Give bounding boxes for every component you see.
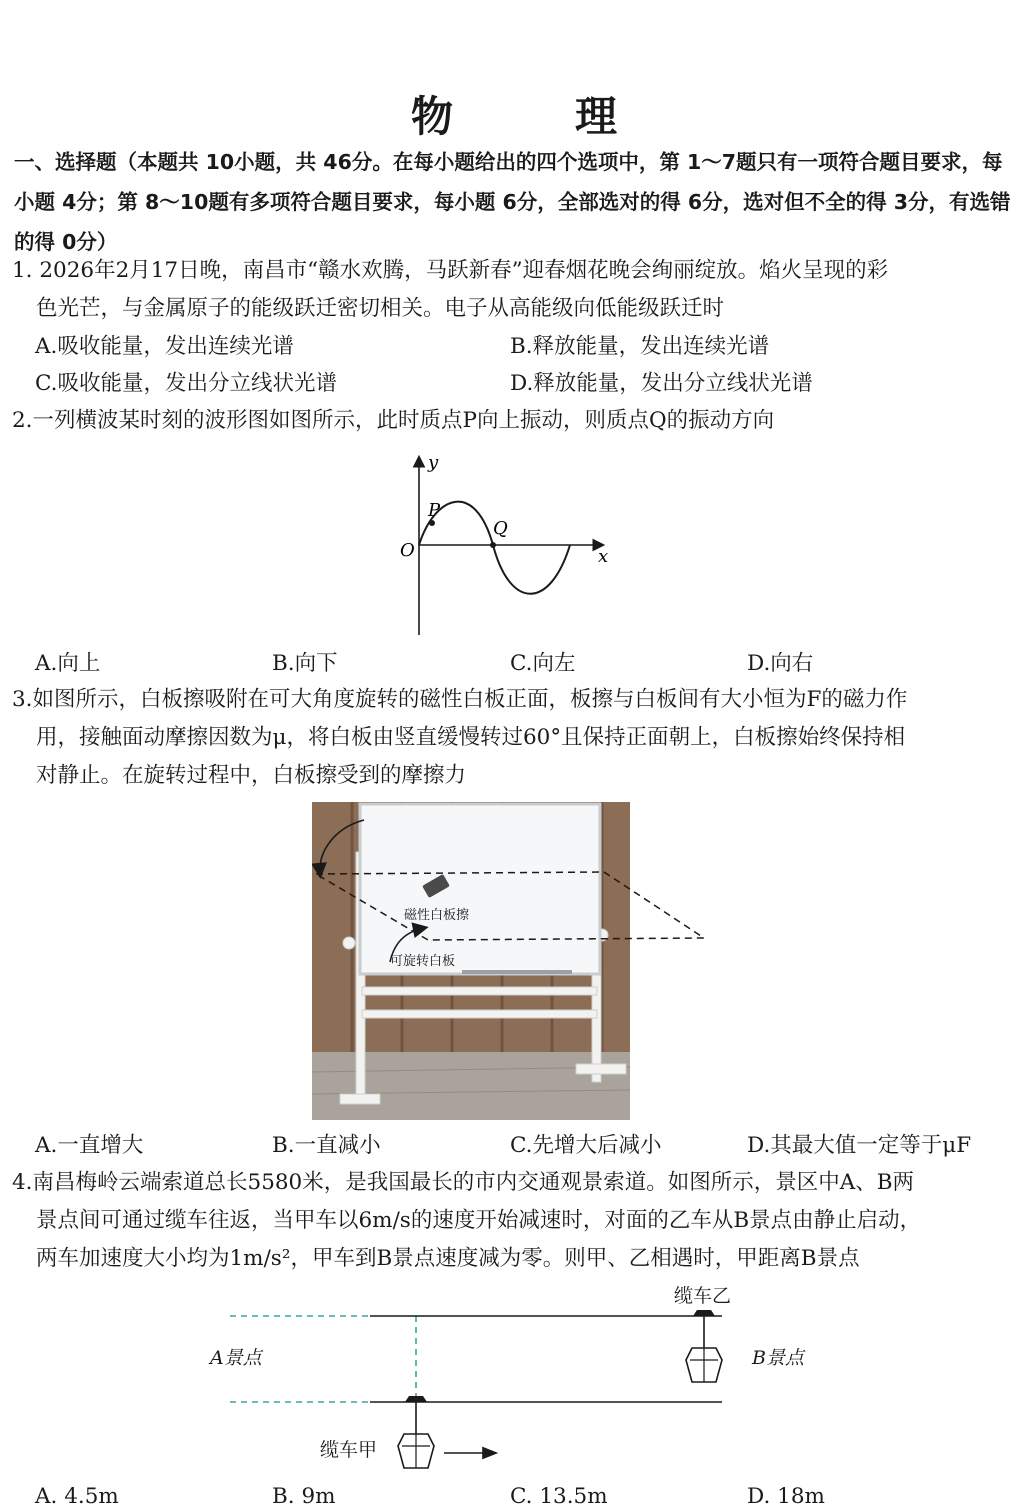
q2-option-a[interactable]: A.向上 xyxy=(35,651,101,676)
q1-option-a[interactable]: A.吸收能量，发出连续光谱 xyxy=(35,334,294,359)
page-title: 物 理 xyxy=(410,92,657,141)
question-3 xyxy=(12,681,1012,795)
q3-option-d[interactable]: D.其最大值一定等于μF xyxy=(747,1133,972,1158)
q-label: Q xyxy=(493,518,508,539)
a-station-label: A景点 xyxy=(210,1347,262,1369)
question-1 xyxy=(12,252,1012,328)
question-4 xyxy=(12,1164,1012,1278)
car-b-label: 缆车乙 xyxy=(674,1285,732,1307)
origin-label: O xyxy=(400,540,415,561)
foot-left xyxy=(340,1094,380,1104)
y-label: y xyxy=(428,452,439,473)
q1-option-c[interactable]: C.吸收能量，发出分立线状光谱 xyxy=(35,371,338,396)
q1-option-d[interactable]: D.释放能量，发出分立线状光谱 xyxy=(510,371,813,396)
q3-option-c[interactable]: C.先增大后减小 xyxy=(510,1133,662,1158)
eraser-label: 磁性白板擦 xyxy=(404,908,470,923)
q4-option-a[interactable]: A. 4.5m xyxy=(35,1484,119,1509)
q4-option-c[interactable]: C. 13.5m xyxy=(510,1484,608,1509)
q4-option-d[interactable]: D. 18m xyxy=(747,1484,825,1509)
section-header: 一、选择题（本题共 10小题，共 46分。在每小题给出的四个选项中，第 1～7题只有一项符合题目要求，每小题 4分；第 8～10题有多项符合题目要求，每小题 6分，全部选对的得 6分，选对但不全的得 3分，有选错的得 0分） xyxy=(14,150,1011,254)
cable-car-a xyxy=(398,1396,434,1468)
car-a-label: 缆车甲 xyxy=(320,1439,378,1461)
cross-bar-2 xyxy=(362,1010,597,1018)
q3-option-b[interactable]: B.一直减小 xyxy=(272,1133,381,1158)
cableway-figure xyxy=(200,1278,840,1478)
question-3-line-1: 3.如图所示，白板擦吸附在可大角度旋转的磁性白板正面，板擦与白板间有大小恒为F的磁力作 xyxy=(12,687,908,712)
q4-option-b[interactable]: B. 9m xyxy=(272,1484,336,1509)
q1-option-b[interactable]: B.释放能量，发出连续光谱 xyxy=(510,334,770,359)
b-station-label: B景点 xyxy=(752,1347,804,1369)
q2-option-d[interactable]: D.向右 xyxy=(747,651,814,676)
point-q xyxy=(490,542,496,548)
question-4-line-2: 景点间可通过缆车往返，当甲车以6m/s的速度开始减速时，对面的乙车从B景点由静止启动， xyxy=(36,1208,922,1233)
whiteboard-surface xyxy=(360,804,600,974)
question-4-line-3: 两车加速度大小均为1m/s²，甲车到B景点速度减为零。则甲、乙相遇时，甲距离B景点 xyxy=(36,1246,860,1271)
cable-car-b xyxy=(686,1310,722,1382)
question-3-line-2: 用，接触面动摩擦因数为μ，将白板由竖直缓慢转过60°且保持正面朝上，白板擦始终保持相 xyxy=(36,725,906,750)
question-1-line-2: 色光芒，与金属原子的能级跃迁密切相关。电子从高能级向低能级跃迁时 xyxy=(36,296,725,321)
whiteboard-figure xyxy=(312,802,712,1120)
p-label: P xyxy=(428,500,441,521)
question-1-line-1: 1. 2026年2月17日晚，南昌市“赣水欢腾，马跃新春”迎春烟花晚会绚丽绽放。焰火呈现的彩 xyxy=(12,258,889,283)
q2-option-b[interactable]: B.向下 xyxy=(272,651,338,676)
q3-option-a[interactable]: A.一直增大 xyxy=(35,1133,144,1158)
waveform xyxy=(419,502,570,594)
wave-figure xyxy=(390,450,630,640)
x-label: x xyxy=(598,546,609,567)
board-label: 可旋转白板 xyxy=(390,954,456,969)
question-2 xyxy=(12,402,1012,440)
question-2-text: 2.一列横波某时刻的波形图如图所示，此时质点P向上振动，则质点Q的振动方向 xyxy=(12,408,775,433)
cross-bar-1 xyxy=(362,987,597,995)
question-3-line-3: 对静止。在旋转过程中，白板擦受到的摩擦力 xyxy=(36,763,467,788)
question-4-line-1: 4.南昌梅岭云端索道总长5580米，是我国最长的市内交通观景索道。如图所示，景区中A、B两 xyxy=(12,1170,915,1195)
q2-option-c[interactable]: C.向左 xyxy=(510,651,576,676)
foot-right xyxy=(576,1064,626,1074)
